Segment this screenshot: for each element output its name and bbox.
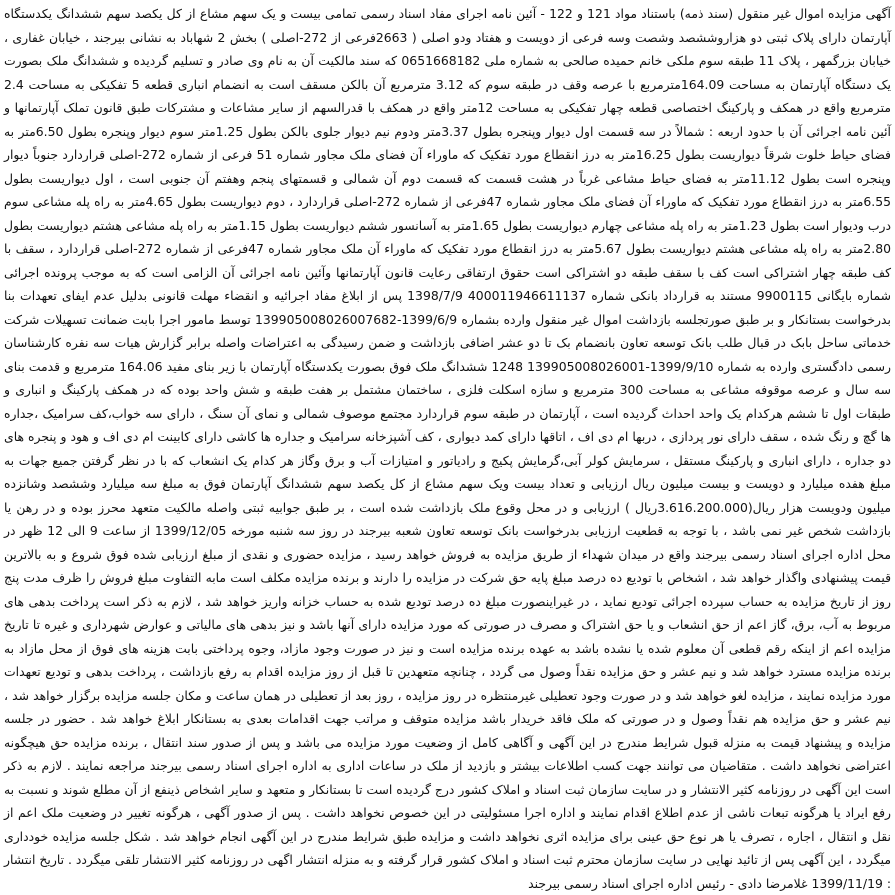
notice-body-text: آگهی مزایده اموال غیر منقول (سند ذمه) باستناد مواد 121 و 122 - آئین نامه اجرای مفاد اسناد رسمی تمامی بیست و یک سهم مشاع از کل یکصد سهم ششدانگ یکدستگاه آپارتمان دارای پلاک ثبتی دو هزاروششصد وشصت وسه فرعی از دویست و هفتاد ودو اصلی ( 2663فرعی از 272-اصلی ) بخش 2 شهاباد به نشانی بیرجند ، خیابان غفاری ، خیابان بزرگمهر ، پلاک 11 طبقه سوم ملکی خانم حمیده صالحی به شماره ملی 0651668182 که سند مالکیت آن به نام وی صادر و تسلیم گردیده و ششدانگ ملک بصورت یک دستگاه آپارتمان به مساحت 164.09مترمربع با عرصه وقف در طبقه سوم که 3.12 مترمربع آن بالکن مسقف است به انضمام انباری قطعه 5 تفکیکی به مساحت 2.4 مترمربع واقع در همکف و پارکینگ اختصاصی قطعه چهار تفکیکی به مساحت 12متر واقع در همکف با قدرالسهم از سایر مشاعات و مشترکات طبق قانون تملک آپارتمانها و آئین نامه اجرائی آن با حدود اربعه : شمالاً در سه قسمت اول دیوار وپنجره بطول 3.37متر ودوم نیم دیوار جلوی بالکن بطول 1.25متر سوم دیوار وپنجره بطول 6.50متر به فضای حیاط خلوت شرقاً دیواریست بطول 16.25متر به درز انقطاع مورد تفکیک که ماوراء آن فضای ملک مجاور شماره 51 فرعی از شماره 272-اصلی قراردارد جنوباً دیوار وپنجره است بطول 11.12متر به فضای حیاط مشاعی غرباً در هشت قسمت که قسمت دوم آن شمالی و قسمتهای پنجم وهفتم آن جنوبی است ، اول دیواریست بطول 6.55متر به درز انقطاع مورد تفکیک که ماوراء آن فضای ملک مجاور شماره 47فرعی از شماره 272-اصلی قراردارد ، دوم دیواریست بطول 4.65متر به راه پله مشاعی سوم درب ودیوار است بطول 1.23متر به راه پله مشاعی چهارم دیواریست بطول 1.65متر به آسانسور ششم دیواریست بطول 1.15متر به راه پله مشاعی هشتم دیواریست بطول 2.80متر به راه پله مشاعی هشتم دیواریست بطول 5.67متر به درز انقطاع مورد تفکیک که ماوراء آن ملک مجاور شماره 47فرعی از شماره 272-اصلی قراردارد ، سقف با کف طبقه چهار اشتراکی است کف با سقف طبقه دو اشتراکی است حقوق ارتفاقی رعایت قانون آپارتمانها وآئین نامه اجرائی آن الزامی است که به موجب پرونده اجرائی شماره بایگانی 9900115 مستند به قرارداد بانکی شماره 400011946611137 1398/7/9 پس از ابلاغ مفاد اجرائیه و انقضاء مهلت قانونی بدلیل عدم ایفای تعهدات بنا بدرخواست بستانکار و بر طبق صورتجلسه بازداشت اموال غیر منقول وارده بشماره 1399/6/9-139905008026007682 توسط مامور اجرا بابت ضمانت تسهیلات شرکت خدماتی ساحل بابک در قبال طلب بانک توسعه تعاون بانضمام بک تا دو عشر اضافی بازداشت و ضمن رسیدگی به اعتراضات واصله برابر گزارش هیات سه نفره کارشناسان رسمی دادگستری وارده به شماره 1399/9/10-139905008026001 1248 ششدانگ ملک فوق بصورت یکدستگاه آپارتمان با زیر بنای مفید 164.06 مترمربع و قدمت بنای سه سال و عرصه موقوفه مشاعی به مساحت 300 مترمربع و سازه اسکلت فلزی ، ساختمان مشتمل بر هفت طبقه و شش واحد بوده که در همکف پارکینگ و انباری و طبقات اول تا ششم هرکدام یک واحد احداث گردیده است ، آپارتمان در طبقه سوم قراردارد مجتمع موصوف شمالی و نمای آن سنگ ، دارای سه خواب،کف سرامیک ،جداره ها گچ و رنگ شده ، سقف دارای نور پردازی ، دربها ام دی اف ، اتاقها دارای کمد دیواری ، کف آشپزخانه سرامیک و جداره ها کاشی دارای کابینت ام دی اف و هود و پنجره های دو جداره ، دارای انباری و پارکینگ مستقل ، سرمایش کولر آبی،گرمایش پکیج و رادیاتور و امتیازات آب و برق وگاز هر کدام یک انشعاب که با در نظر گرفتن جمیع جهات به مبلغ هفده میلیارد و دویست و بیست میلیون ریال ارزیابی و تعداد بیست ویک سهم مشاع از کل یکصد سهم ششدانگ آپارتمان فوق به مبلغ سه میلیارد وششصد وشانزده میلیون ودویست هزار ریال(3.616.200.000ریال ) ارزیابی و در محل وقوع ملک بازداشت شده است ، بر طبق جوابیه ثبتی واصله مالکیت متعهد محرز بوده و در رهن یا بازداشت شخص غیر نمی باشد ، با توجه به قطعیت ارزیابی بدرخواست بانک توسعه تعاون شعبه بیرجند در روز سه شنبه مورخه 1399/12/05 از ساعت 9 الی 12 ظهر در محل اداره اجرای اسناد رسمی بیرجند واقع در میدان شهداء از طریق مزایده به فروش خواهد رسید ، مزایده حضوری و نقدی از مبلغ ارزیابی شده فوق شروع و به بالاترین قیمت پیشنهادی واگذار خواهد شد ، اشخاص با تودیع ده درصد مبلغ پایه حق شرکت در مزایده را دارند و برنده مزایده مکلف است مابه التفاوت مبلغ فروش را ظرف مدت پنج روز از تاریخ مزایده به حساب سپرده اجرائی تودیع نماید ، در غیراینصورت مبلغ ده درصد تودیع شده به حساب خزانه واریز خواهد شد ، لازم به ذکر است پرداخت بدهی های مربوط به آب، برق، گاز اعم از حق انشعاب و یا حق اشتراک و مصرف در صورتی که مورد مزایده دارای آنها باشد و نیز بدهی های مالیاتی و عوارض شهرداری و غیره تا تاریخ مزایده اعم از اینکه رقم قطعی آن معلوم شده یا نشده باشد به عهده برنده مزایده است و نیز در صورت وجود مازاد، وجوه پرداختی بابت هزینه های فوق از محل مازاد به برنده مزایده مسترد خواهد شد و نیم عشر و حق مزایده نقداً وصول می گردد ، چنانچه متعهدین تا قبل از روز مزایده اقدام به رفع بازداشت ، پرداخت بدهی و تودیع تعهدات مورد مزایده نمایند ، مزایده لغو خواهد شد و در صورت وجود تعطیلی غیرمنتظره در روز مزایده ، روز بعد از تعطیلی در همان ساعت و مکان جلسه مزایده برگزار خواهد شد ، نیم عشر و حق مزایده هم نقداً وصول و در صورتی که ملک فاقد خریدار باشد مزایده متوقف و مراتب جهت اقدامات بعدی به بستانکار ابلاغ خواهد شد . حضور در جلسه مزایده و پیشنهاد قیمت به منزله قبول شرایط مندرج در این آگهی و آگاهی کامل از وضعیت مورد مزایده می باشد و پس از صدور سند انتقال ، برنده مزایده حق هیچگونه اعتراضی نخواهد داشت . متقاضیان می توانند جهت کسب اطلاعات بیشتر و بازدید از ملک در ساعات اداری به اداره اجرای اسناد رسمی بیرجند مراجعه نمایند . لازم به ذکر است این آگهی در روزنامه کثیر الانتشار و در سایت سازمان ثبت اسناد و املاک کشور درج گردیده است تا بستانکار و متعهد و سایر اشخاص ذینفع از آن مطلع شوند و نسبت به رفع ایراد یا هرگونه تبعات ناشی از عدم اطلاع اقدام نمایند و اداره اجرا مسئولیتی در این خصوص نخواهد داشت . پس از صدور آگهی ، هرگونه تغییر در وضعیت ملک اعم از نقل و انتقال ، اجاره ، تصرف یا هر نوع حق عینی برای مزایده اثری نخواهد داشت و مزایده طبق شرایط مندرج در این آگهی انجام خواهد شد . شکل جلسه مزایده خودداری میگردد ، این آگهی پس از تائید نهایی در سایت سازمان محترم ثبت اسناد و املاک کشور قرار گرفته و به منزله انتشار اگهی در روزنامه کثیر الانتشار تلقی میگردد . تاریخ انتشار : 1399/11/19 غلامرضا دادی - رئیس اداره اجرای اسناد رسمی بیرجند bbox=[4, 6, 892, 891]
auction-notice bbox=[4, 2, 892, 891]
